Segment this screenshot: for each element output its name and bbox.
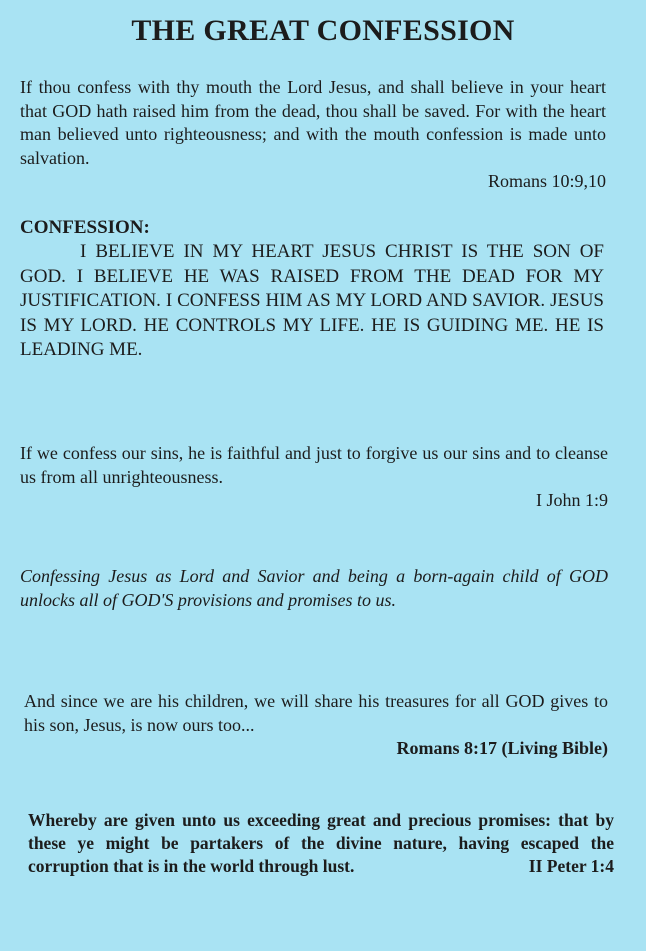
passage-romans-10	[20, 76, 606, 194]
passage-ii-peter	[28, 809, 614, 878]
passage-text: If we confess our sins, he is faithful and just to forgive us our sins and to cleanse us from all unrighteousness.	[20, 443, 608, 487]
passage-text: If thou confess with thy mouth the Lord Jesus, and shall believe in your heart that GOD hath raised him from the dead, thou shall be saved. For with the heart man believed unto righteousness; and with the mouth confession is made unto salvation.	[20, 77, 606, 168]
passage-reference: II Peter 1:4	[528, 856, 614, 876]
statement-section	[20, 565, 608, 612]
statement-text: Confessing Jesus as Lord and Savior and being a born-again child of GOD unlocks all of GOD'S provisions and promises to us.	[20, 566, 608, 610]
page-title: THE GREAT CONFESSION	[131, 14, 515, 47]
passage-romans-8	[24, 690, 608, 761]
confession-heading: CONFESSION:	[20, 217, 150, 238]
passage-text: And since we are his children, we will share his treasures for all GOD gives to his son, Jesus, is now ours too...	[24, 691, 608, 735]
confession-text: I BELIEVE IN MY HEART JESUS CHRIST IS THE SON OF GOD. I BELIEVE HE WAS RAISED FROM THE DEAD FOR MY JUSTIFICATION. I CONFESS HIM AS MY LORD AND SAVIOR. JESUS IS MY LORD. HE CONTROLS MY LIFE. HE IS GUIDING ME. HE IS LEADING ME.	[20, 241, 604, 360]
passage-reference: Romans 8:17 (Living Bible)	[396, 738, 608, 758]
passage-reference: I John 1:9	[536, 490, 608, 510]
passage-text: Whereby are given unto us exceeding great and precious promises: that by these ye might be partakers of the divine nature, having escaped the corruption that is in the world through lust.	[28, 810, 614, 876]
passage-1-john	[20, 442, 608, 513]
passage-reference: Romans 10:9,10	[487, 171, 606, 191]
confession-section	[20, 216, 604, 363]
